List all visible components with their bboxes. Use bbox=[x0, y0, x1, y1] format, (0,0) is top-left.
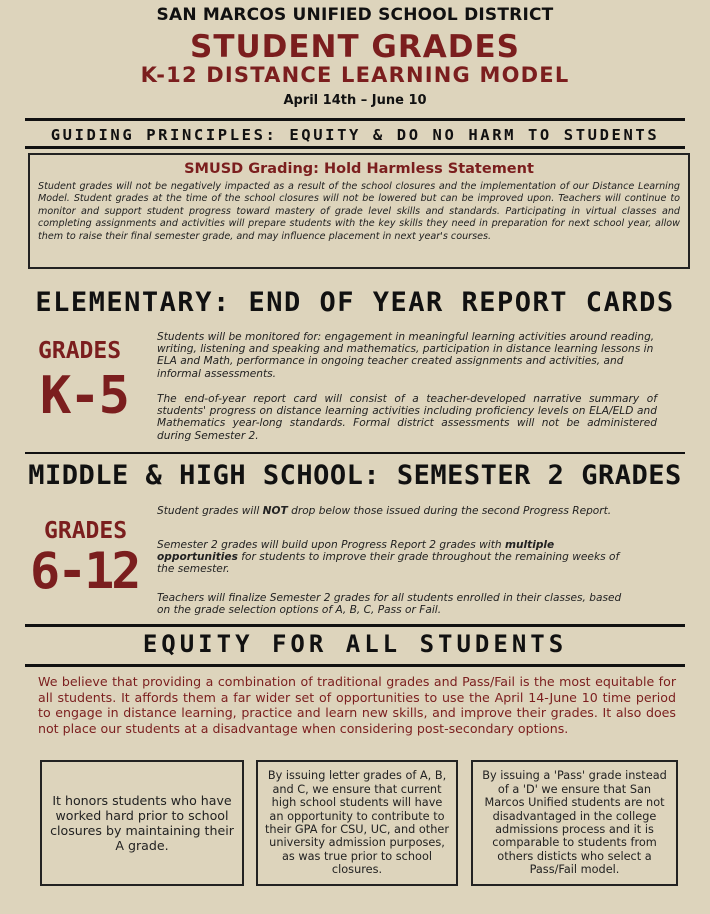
reason-text: It honors students who have worked hard prior to school closures by maintaining their A grade. bbox=[50, 793, 234, 853]
page-subtitle: K-12 DISTANCE LEARNING MODEL bbox=[140, 63, 570, 87]
page-title: STUDENT GRADES bbox=[190, 29, 520, 65]
secondary-grades-range: 6-12 bbox=[30, 542, 139, 600]
elementary-report-card-text: The end-of-year report card will consist of a teacher-developed narrative summary of students' progress on distance learning activities including proficiency levels on ELA/ELD and Mathematics year-long standards. Formal district assessments will not be administered during Semester 2. bbox=[157, 393, 657, 442]
divider bbox=[25, 624, 685, 627]
divider bbox=[25, 452, 685, 454]
emphasis-not: NOT bbox=[262, 505, 288, 517]
elementary-grades-label: GRADES bbox=[38, 338, 122, 364]
date-range: April 14th – June 10 bbox=[283, 93, 427, 108]
equity-heading: EQUITY FOR ALL STUDENTS bbox=[142, 630, 568, 658]
district-name: SAN MARCOS UNIFIED SCHOOL DISTRICT bbox=[156, 5, 554, 25]
elementary-monitoring-text: Students will be monitored for: engagement in meaningful learning activities around reading, writing, listening and speaking and mathematics, participation in distance learning lessons in ELA and Math, performance in ongoing teacher created assignments and activities, and informal assessments. bbox=[157, 331, 655, 380]
reason-text: By issuing letter grades of A, B, and C, we ensure that current high school students will have an opportunity to contribute to their GPA for CSU, UC, and other university admission purposes, as was true prior to school closures. bbox=[265, 769, 449, 877]
hold-harmless-title: SMUSD Grading: Hold Harmless Statement bbox=[184, 161, 534, 177]
emphasis-multiple-opportunities: multiple opportunities bbox=[157, 539, 555, 564]
reason-box bbox=[471, 760, 678, 886]
divider bbox=[25, 664, 685, 667]
reason-box bbox=[40, 760, 244, 886]
text-segment: drop below those issued during the second Progress Report. bbox=[287, 505, 612, 517]
elementary-heading: ELEMENTARY: END OF YEAR REPORT CARDS bbox=[35, 287, 675, 318]
guiding-principles-heading: GUIDING PRINCIPLES: EQUITY & DO NO HARM TO STUDENTS bbox=[50, 126, 660, 144]
secondary-opportunities-text bbox=[157, 539, 627, 576]
equity-statement: We believe that providing a combination of traditional grades and Pass/Fail is the most equitable for all students. It affords them a far wider set of opportunities to use the April 14-June 10 time period to engage in distance learning, practice and learn new skills, and improve their grades. It also does not place our students at a disadvantage when considering post-secondary options. bbox=[38, 674, 676, 736]
secondary-no-drop-text bbox=[157, 505, 657, 517]
text-segment: for students to improve their grade throughout the remaining weeks of the semester. bbox=[157, 551, 620, 576]
secondary-finalize-text: Teachers will finalize Semester 2 grades for all students enrolled in their classes, based on the grade selection options of A, B, C, Pass or Fail. bbox=[157, 592, 622, 617]
text-segment: Student grades will bbox=[157, 505, 263, 517]
elementary-grades-range: K-5 bbox=[40, 366, 128, 426]
hold-harmless-box bbox=[28, 153, 690, 269]
divider bbox=[25, 118, 685, 121]
divider bbox=[25, 146, 685, 149]
secondary-heading: MIDDLE & HIGH SCHOOL: SEMESTER 2 GRADES bbox=[28, 460, 682, 491]
hold-harmless-text: Student grades will not be negatively impacted as a result of the school closures and the implementation of our Distance Learning Model. Student grades at the time of the school closures will not be lowered but can be improved upon. Teachers will continue to monitor and support student progress toward mastery of grade level skills and standards. Participating in virtual classes and completing assignments and activities will prepare students with the key skills they need in preparation for next school year, allow them to raise their final semester grade, and may influence placement in next year's courses. bbox=[38, 181, 680, 242]
text-segment: Semester 2 grades will build upon Progress Report 2 grades with bbox=[157, 539, 505, 551]
secondary-grades-label: GRADES bbox=[44, 518, 128, 544]
reason-box bbox=[256, 760, 458, 886]
reason-text: By issuing a 'Pass' grade instead of a 'D' we ensure that San Marcos Unified students are not disadvantaged in the college admissions process and it is comparable to students from others distiсts who select a Pass/Fail model. bbox=[482, 769, 667, 877]
